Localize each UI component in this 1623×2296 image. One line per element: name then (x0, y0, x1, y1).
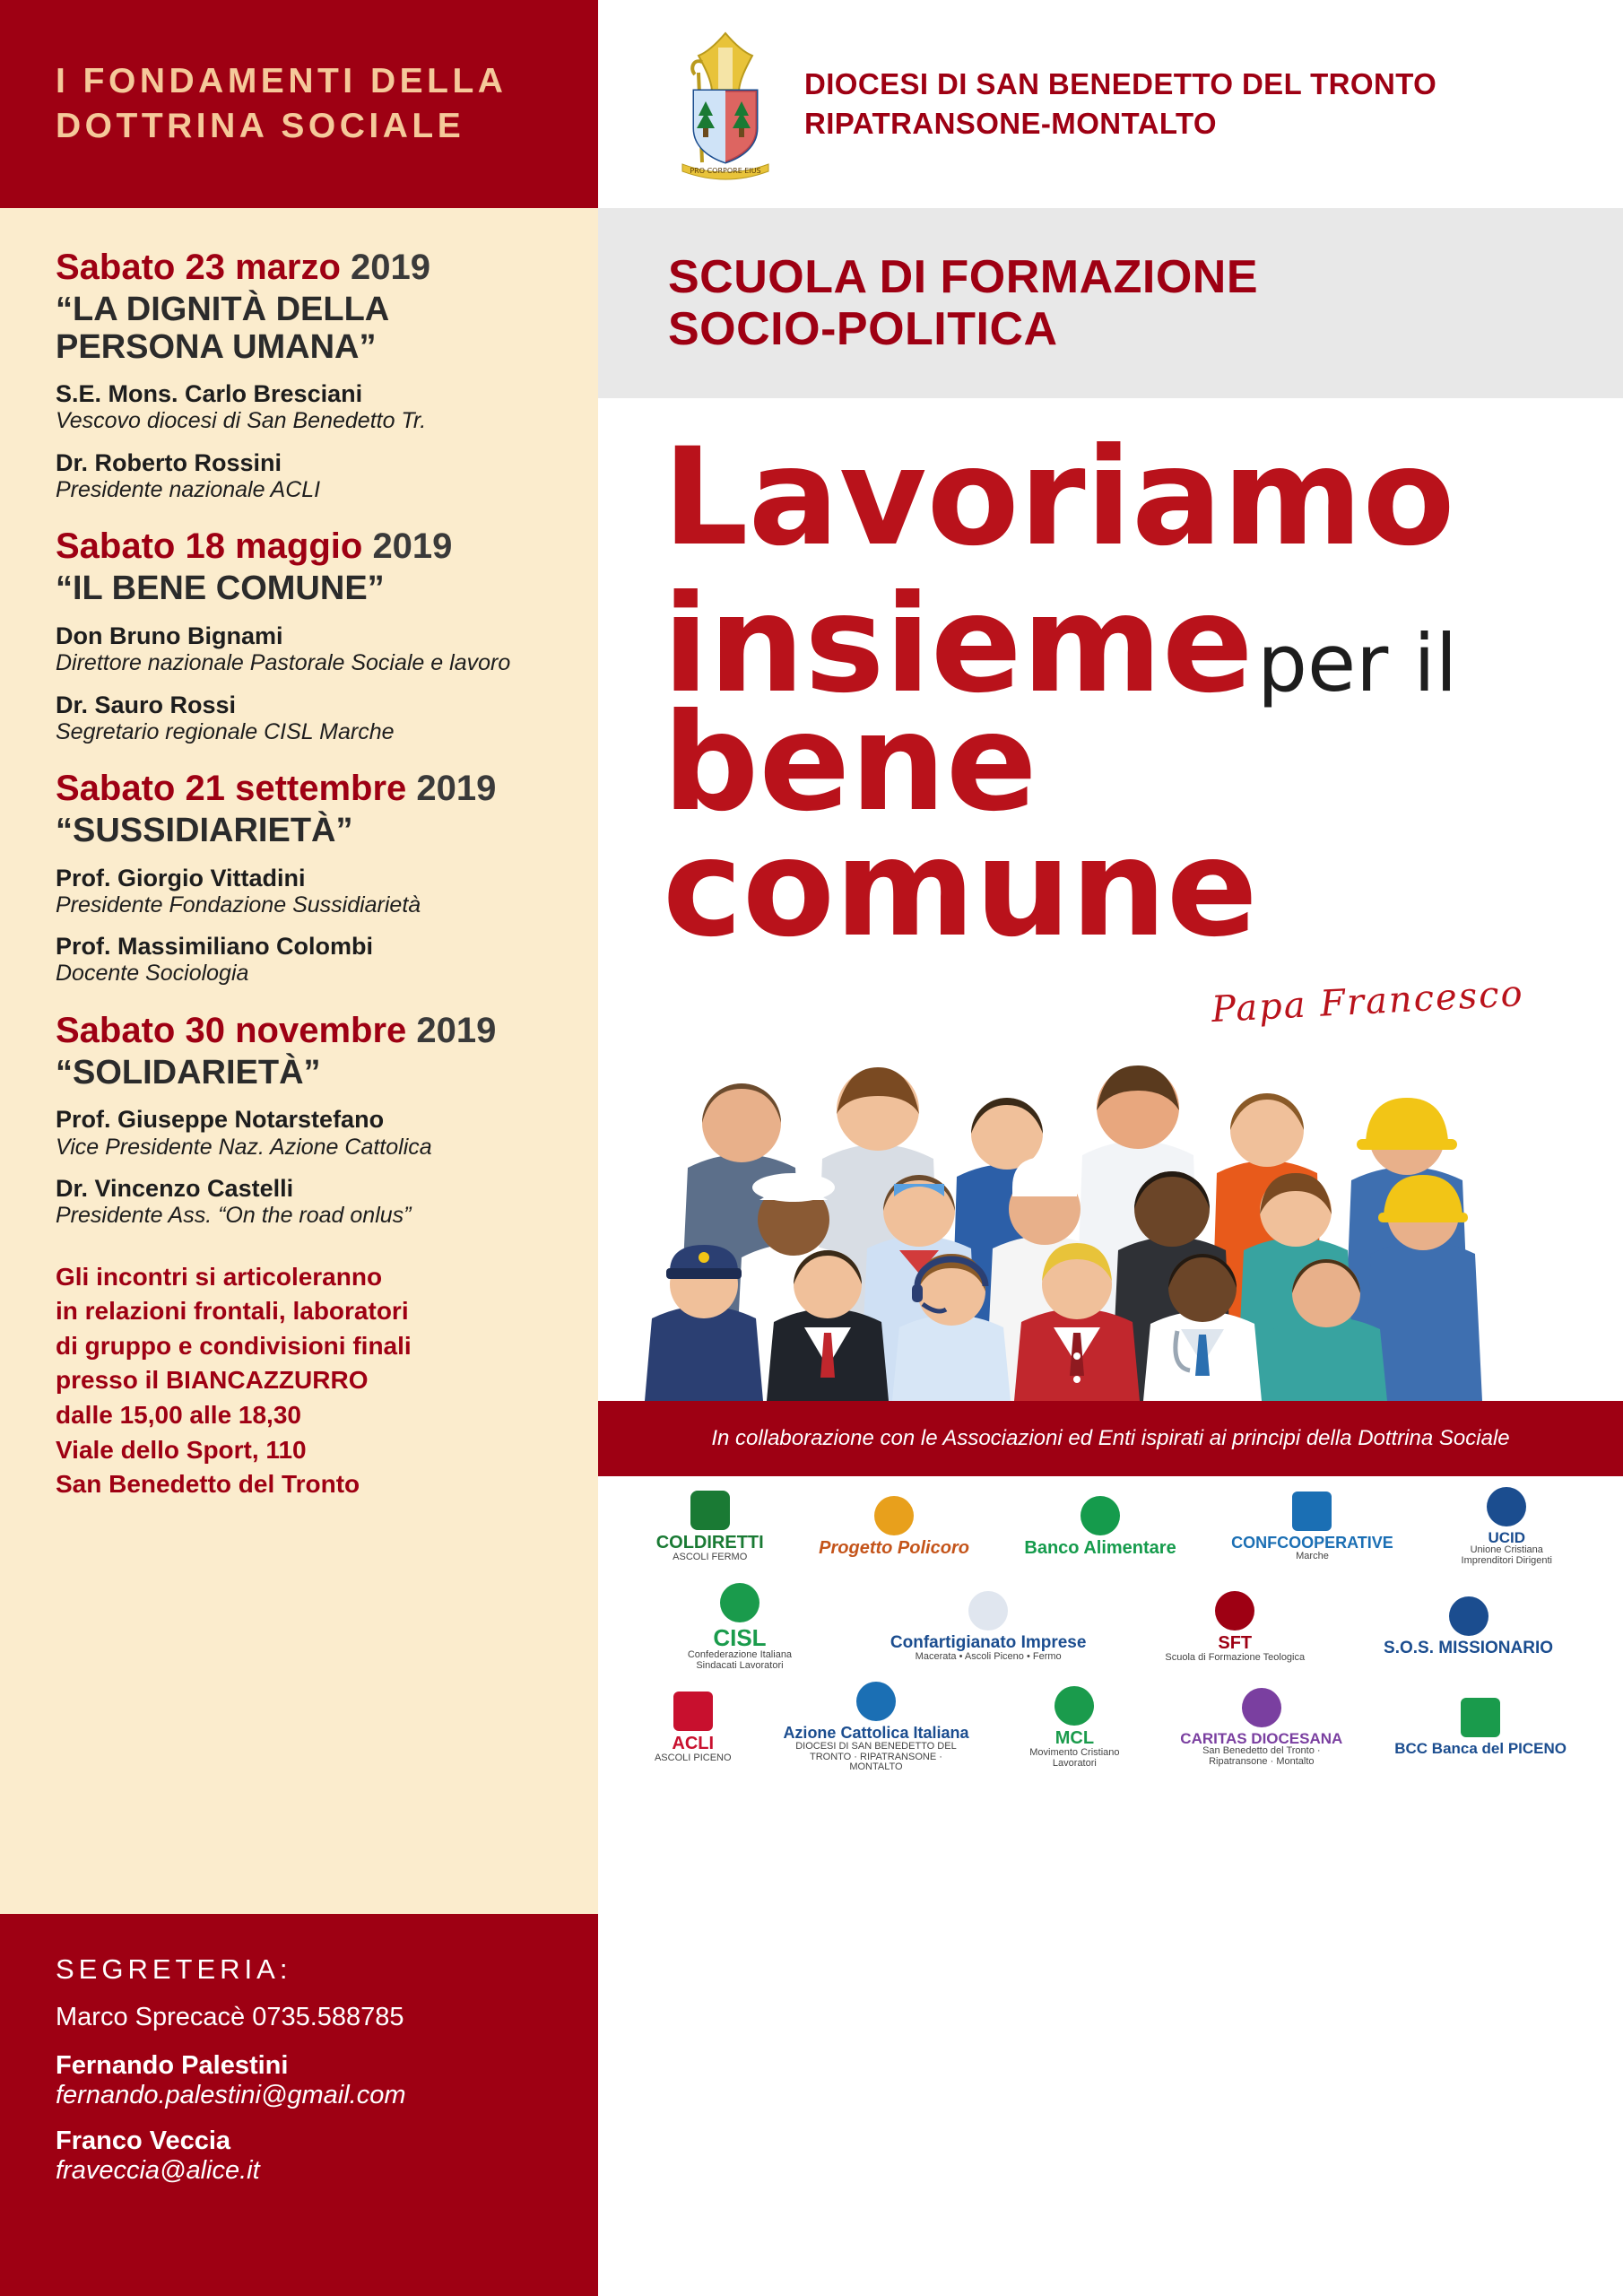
logo-coldiretti (656, 1491, 764, 1563)
logo-name: CONFCOOPERATIVE (1231, 1533, 1393, 1552)
secretariat-title: SEGRETERIA: (56, 1953, 292, 1985)
bcc-icon (1461, 1698, 1500, 1737)
logistics-line: di gruppo e condivisioni finali (56, 1331, 412, 1360)
logo-name: CISL (713, 1623, 767, 1651)
school-title-band (598, 208, 1623, 398)
logo-subtitle: Confederazione Italiana Sindacati Lavoratori (687, 1649, 793, 1671)
header-left-title-line1: I FONDAMENTI DELLA (56, 62, 508, 101)
secretariat-contact-3-name: Franco Veccia (56, 2126, 231, 2156)
logo-row-1 (598, 1476, 1623, 1577)
speaker-role: Presidente nazionale ACLI (56, 476, 321, 502)
cisl-icon (720, 1583, 759, 1622)
logistics-line: presso il BIANCAZZURRO (56, 1366, 369, 1395)
speaker-name: Don Bruno Bignami (56, 622, 283, 650)
mcl-icon (1055, 1686, 1094, 1726)
logistics-note (0, 1260, 598, 1502)
header-left-title (0, 59, 507, 149)
collaboration-banner (598, 1401, 1623, 1476)
logo-name: COLDIRETTI (655, 1532, 764, 1552)
logo-name: BCC Banca del PICENO (1394, 1740, 1567, 1758)
logo-acli (655, 1692, 732, 1764)
logo-ucid (1448, 1487, 1565, 1567)
session-block (0, 769, 598, 987)
diocese-name (804, 65, 1436, 144)
speaker-role: Presidente Fondazione Sussidiarietà (56, 891, 421, 918)
logo-sft (1165, 1591, 1305, 1664)
logistics-line: dalle 15,00 alle 18,30 (56, 1401, 301, 1430)
session-date (56, 248, 557, 288)
speaker-role: Segretario regionale CISL Marche (56, 718, 395, 744)
confcooperative-icon (1292, 1492, 1332, 1531)
speaker-name: Prof. Giuseppe Notarstefano (56, 1106, 385, 1134)
speaker-role: Direttore nazionale Pastorale Sociale e lavoro (56, 650, 511, 676)
logo-subtitle: San Benedetto del Tronto · Ripatransone · Montalto (1202, 1745, 1321, 1767)
logo-cisl (668, 1583, 812, 1671)
school-title (598, 251, 1258, 355)
session-date-year: 2019 (416, 769, 497, 809)
logistics-line: in relazioni frontali, laboratori (56, 1297, 409, 1326)
session-date-main: Sabato 30 novembre (56, 1010, 407, 1050)
slogan-word-comune: comune (663, 811, 1258, 967)
slogan-word-bene: bene (663, 685, 1037, 841)
school-title-line1: SCUOLA DI FORMAZIONE (668, 250, 1259, 303)
caritas-icon (1242, 1688, 1281, 1727)
speaker-role: Vice Presidente Naz. Azione Cattolica (56, 1134, 432, 1160)
logistics-line: Viale dello Sport, 110 (56, 1435, 307, 1464)
logistics-line: San Benedetto del Tronto (56, 1470, 360, 1499)
logo-confcooperative (1231, 1492, 1393, 1561)
logo-name: CARITAS DIOCESANA (1180, 1729, 1343, 1747)
speaker-role: Presidente Ass. “On the road onlus” (56, 1203, 412, 1229)
logo-subtitle: ASCOLI PICENO (654, 1752, 732, 1763)
speaker-name: Dr. Sauro Rossi (56, 691, 237, 718)
header-right-block (598, 0, 1623, 208)
diocese-name-line1: DIOCESI DI SAN BENEDETTO DEL TRONTO (804, 66, 1437, 100)
session-block (0, 248, 598, 503)
speaker-name: S.E. Mons. Carlo Bresciani (56, 380, 363, 408)
logo-subtitle: Marche (1296, 1550, 1329, 1561)
session-date (56, 526, 557, 567)
slogan-word-lavoriamo: Lavoriamo (663, 420, 1455, 576)
session-date-main: Sabato 21 settembre (56, 769, 407, 809)
coldiretti-icon (690, 1491, 730, 1530)
session-title: “SUSSIDIARIETÀ” (56, 811, 353, 849)
school-title-line2: SOCIO-POLITICA (668, 303, 1058, 355)
logo-sos-missionario (1384, 1596, 1553, 1657)
logo-azione-cattolica (783, 1682, 968, 1773)
logo-subtitle: ASCOLI FERMO (673, 1551, 748, 1562)
speaker-name: Dr. Roberto Rossini (56, 448, 282, 476)
header-left-title-block (0, 0, 598, 208)
acli-icon (673, 1692, 713, 1731)
collaboration-text: In collaborazione con le Associazioni ed Enti ispirati ai principi della Dottrina Sociale (711, 1426, 1510, 1450)
crowd-illustration (598, 988, 1623, 1401)
session-date (56, 1011, 557, 1051)
logo-row-3 (598, 1677, 1623, 1778)
secretariat-block (0, 1914, 598, 2296)
logo-subtitle: Movimento Cristiano Lavoratori (1029, 1746, 1120, 1769)
session-date (56, 769, 557, 809)
sos-missionario-icon (1449, 1596, 1488, 1636)
ucid-icon (1487, 1487, 1526, 1526)
session-date-year: 2019 (351, 248, 430, 287)
program-column (0, 208, 598, 1914)
logo-name: Azione Cattolica Italiana (783, 1724, 969, 1743)
logo-confartigianato (890, 1591, 1087, 1662)
logo-mcl (1020, 1686, 1128, 1769)
session-title: “SOLIDARIETÀ” (56, 1053, 321, 1091)
session-date-year: 2019 (372, 526, 453, 567)
confartigianato-icon (968, 1591, 1008, 1631)
logo-name: UCID (1488, 1528, 1526, 1546)
sft-icon (1215, 1591, 1254, 1631)
secretariat-contact-2-email[interactable]: fernando.palestini@gmail.com (56, 2081, 406, 2110)
logo-name: Confartigianato Imprese (890, 1633, 1087, 1653)
logo-progetto-policoro (819, 1496, 969, 1558)
secretariat-contact-1: Marco Sprecacè 0735.588785 (56, 2003, 404, 2031)
speaker-role: Vescovo diocesi di San Benedetto Tr. (56, 408, 427, 434)
session-date-main: Sabato 18 maggio (56, 526, 363, 567)
header-left-title-line2: DOTTRINA SOCIALE (56, 107, 465, 145)
speaker-name: Prof. Giorgio Vittadini (56, 864, 306, 891)
session-date-year: 2019 (416, 1010, 497, 1050)
session-block (0, 526, 598, 745)
banco-alimentare-icon (1081, 1496, 1120, 1535)
logo-bcc-banca-del-piceno (1394, 1698, 1567, 1757)
speaker-name: Dr. Vincenzo Castelli (56, 1175, 294, 1202)
logo-name: MCL (1055, 1727, 1095, 1748)
speaker-role: Docente Sociologia (56, 961, 249, 987)
secretariat-contact-2-name: Fernando Palestini (56, 2051, 289, 2081)
logo-subtitle: Scuola di Formazione Teologica (1165, 1651, 1306, 1663)
policoro-icon (874, 1496, 914, 1535)
diocese-crest-icon (663, 28, 788, 180)
logo-row-2 (598, 1577, 1623, 1677)
crest-motto-text: PRO CORPORE EIUS (690, 167, 761, 175)
slogan-word-per-il: per il (1257, 617, 1458, 709)
secretariat-contact-3-email[interactable]: fraveccia@alice.it (56, 2156, 260, 2186)
azione-cattolica-icon (856, 1682, 896, 1721)
header-bar (0, 0, 1623, 208)
logo-banco-alimentare (1024, 1496, 1176, 1558)
slogan-word-insieme: insieme (663, 567, 1254, 723)
logo-subtitle: Unione Cristiana Imprenditori Dirigenti (1461, 1544, 1552, 1566)
slogan-attribution: Papa Francesco (1211, 972, 1525, 1031)
logistics-line: Gli incontri si articoleranno (56, 1262, 383, 1291)
logo-name: Banco Alimentare (1024, 1537, 1176, 1558)
session-title: “LA DIGNITÀ DELLA PERSONA UMANA” (56, 290, 388, 366)
logo-subtitle: DIOCESI DI SAN BENEDETTO DEL TRONTO · RIPATRANSONE · MONTALTO (795, 1741, 957, 1773)
logo-name: ACLI (672, 1733, 715, 1753)
diocese-name-line2: RIPATRANSONE-MONTALTO (804, 107, 1217, 140)
session-date-main: Sabato 23 marzo (56, 248, 341, 287)
logo-name: SFT (1218, 1632, 1253, 1653)
logo-subtitle: Macerata • Ascoli Piceno • Fermo (915, 1651, 1062, 1663)
logo-caritas (1180, 1688, 1342, 1768)
session-title: “IL BENE COMUNE” (56, 570, 385, 608)
crowd-illustration-svg (598, 988, 1623, 1401)
speaker-name: Prof. Massimiliano Colombi (56, 933, 374, 961)
logo-name: S.O.S. MISSIONARIO (1384, 1639, 1554, 1658)
session-block (0, 1011, 598, 1230)
partner-logos (598, 1476, 1623, 2296)
logo-name: Progetto Policoro (819, 1537, 969, 1558)
main-panel (598, 208, 1623, 2296)
